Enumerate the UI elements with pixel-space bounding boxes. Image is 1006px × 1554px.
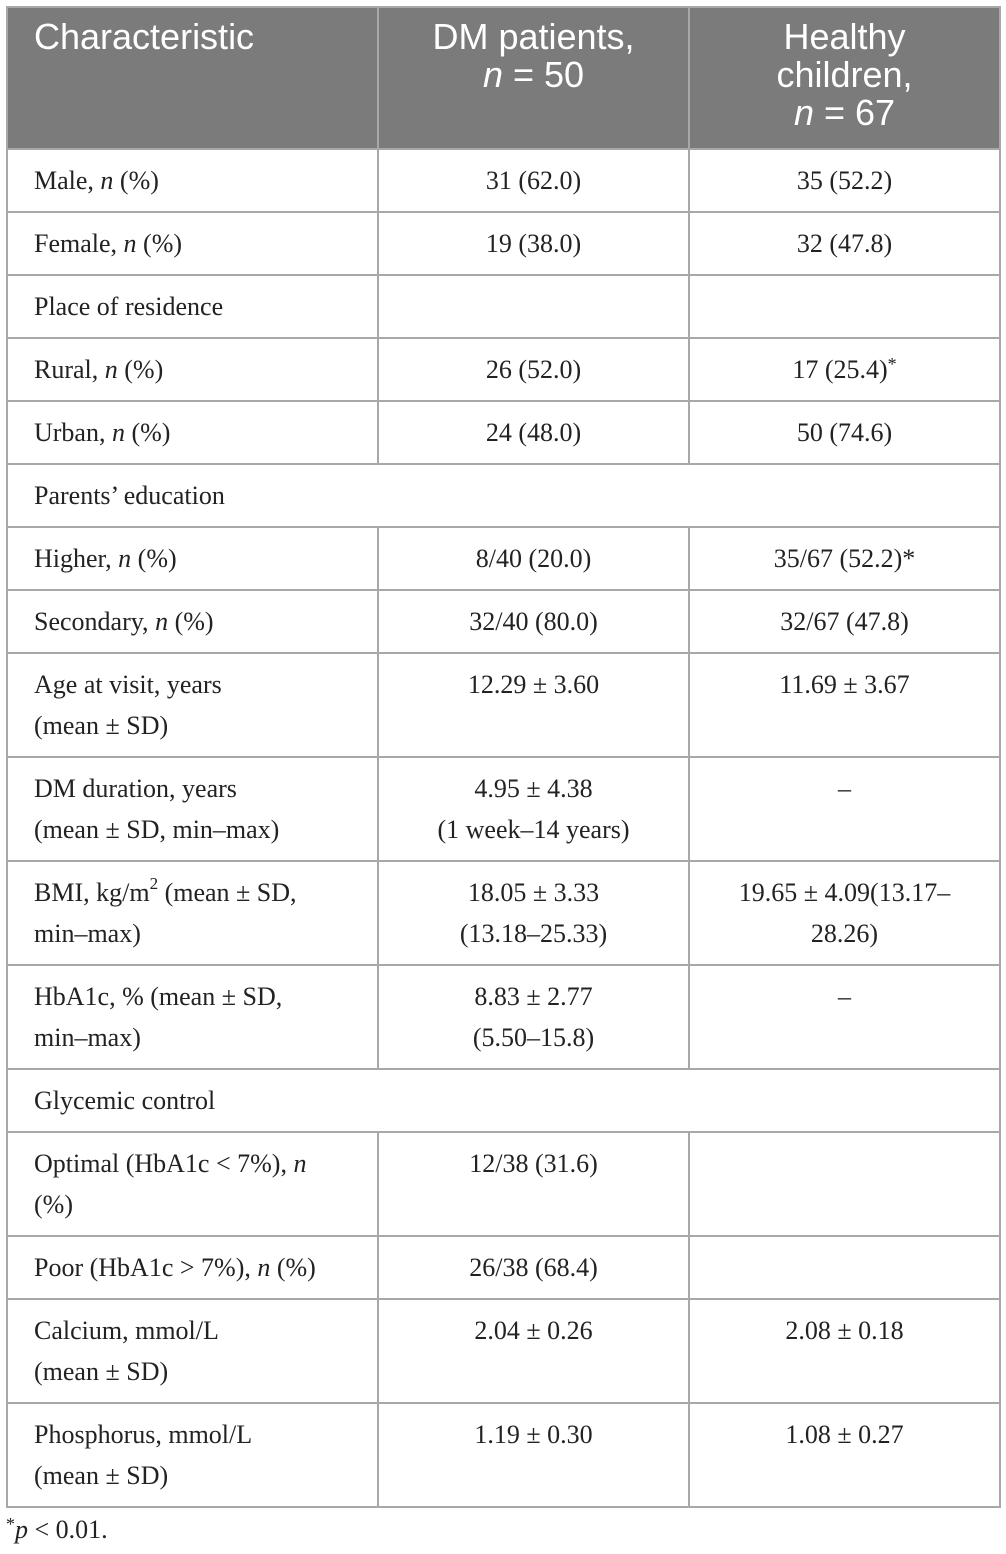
table-row-rural (7, 338, 1000, 401)
table-row-higher (7, 527, 1000, 590)
table-row-parents-education (7, 464, 1000, 527)
table-row-secondary (7, 590, 1000, 653)
table-row-poor (7, 1236, 1000, 1299)
row-label: Age at visit, years (mean ± SD) (7, 653, 378, 757)
healthy-value: 11.69 ± 3.67 (689, 653, 1000, 757)
table-row-phosphorus (7, 1403, 1000, 1507)
healthy-value: 2.08 ± 0.18 (689, 1299, 1000, 1403)
table-row-hba1c (7, 965, 1000, 1069)
dm-value: 19 (38.0) (378, 212, 689, 275)
table-footnote: *p < 0.01. (6, 1514, 108, 1544)
dm-value: 1.19 ± 0.30 (378, 1403, 689, 1507)
healthy-value (689, 1236, 1000, 1299)
dm-value: 4.95 ± 4.38 (1 week–14 years) (378, 757, 689, 861)
row-label: Male, n (%) (7, 149, 378, 212)
dm-value: 26 (52.0) (378, 338, 689, 401)
table-row-place-of-residence (7, 275, 1000, 338)
dm-value: 12.29 ± 3.60 (378, 653, 689, 757)
healthy-value: 35/67 (52.2)* (689, 527, 1000, 590)
dm-value (378, 275, 689, 338)
section-label: Parents’ education (7, 464, 1000, 527)
header-dm-patients: DM patients, n = 50 (378, 7, 689, 149)
row-label: Higher, n (%) (7, 527, 378, 590)
dm-value: 18.05 ± 3.33 (13.18–25.33) (378, 861, 689, 965)
row-label: Poor (HbA1c > 7%), n (%) (7, 1236, 378, 1299)
row-label: Rural, n (%) (7, 338, 378, 401)
healthy-value (689, 1132, 1000, 1236)
dm-value: 32/40 (80.0) (378, 590, 689, 653)
healthy-value: – (689, 965, 1000, 1069)
significance-mark: * (887, 354, 897, 374)
healthy-value: 17 (25.4)* (689, 338, 1000, 401)
row-label: DM duration, years (mean ± SD, min–max) (7, 757, 378, 861)
table-header-row (7, 7, 1000, 149)
row-label: Secondary, n (%) (7, 590, 378, 653)
table-row-calcium (7, 1299, 1000, 1403)
row-label: Female, n (%) (7, 212, 378, 275)
row-label: Phosphorus, mmol/L (mean ± SD) (7, 1403, 378, 1507)
table-row-age (7, 653, 1000, 757)
characteristics-table-container (6, 6, 1000, 1508)
row-label: Optimal (HbA1c < 7%), n (%) (7, 1132, 378, 1236)
healthy-value: – (689, 757, 1000, 861)
healthy-value: 50 (74.6) (689, 401, 1000, 464)
row-label: HbA1c, % (mean ± SD, min–max) (7, 965, 378, 1069)
characteristics-table (6, 6, 1001, 1508)
row-label: BMI, $kg/m^2$ (mean ± SD, min–max) (7, 861, 378, 965)
table-row-bmi (7, 861, 1000, 965)
healthy-value: 19.65 ± 4.09(13.17– 28.26) (689, 861, 1000, 965)
dm-value: 31 (62.0) (378, 149, 689, 212)
dm-value: 26/38 (68.4) (378, 1236, 689, 1299)
row-label: Calcium, mmol/L (mean ± SD) (7, 1299, 378, 1403)
dm-value: 8/40 (20.0) (378, 527, 689, 590)
section-label: Glycemic control (7, 1069, 1000, 1132)
table-row-urban (7, 401, 1000, 464)
dm-value: 8.83 ± 2.77 (5.50–15.8) (378, 965, 689, 1069)
section-label: Place of residence (7, 275, 378, 338)
healthy-value: 1.08 ± 0.27 (689, 1403, 1000, 1507)
healthy-value: 32 (47.8) (689, 212, 1000, 275)
healthy-value (689, 275, 1000, 338)
header-healthy-children: Healthy children, n = 67 (689, 7, 1000, 149)
dm-value: 12/38 (31.6) (378, 1132, 689, 1236)
table-row-glycemic-control (7, 1069, 1000, 1132)
row-label: Urban, n (%) (7, 401, 378, 464)
healthy-value: 32/67 (47.8) (689, 590, 1000, 653)
healthy-value: 35 (52.2) (689, 149, 1000, 212)
header-characteristic: Characteristic (7, 7, 378, 149)
table-row-male (7, 149, 1000, 212)
table-row-dm-duration (7, 757, 1000, 861)
table-row-female (7, 212, 1000, 275)
dm-value: 2.04 ± 0.26 (378, 1299, 689, 1403)
dm-value: 24 (48.0) (378, 401, 689, 464)
table-row-optimal (7, 1132, 1000, 1236)
